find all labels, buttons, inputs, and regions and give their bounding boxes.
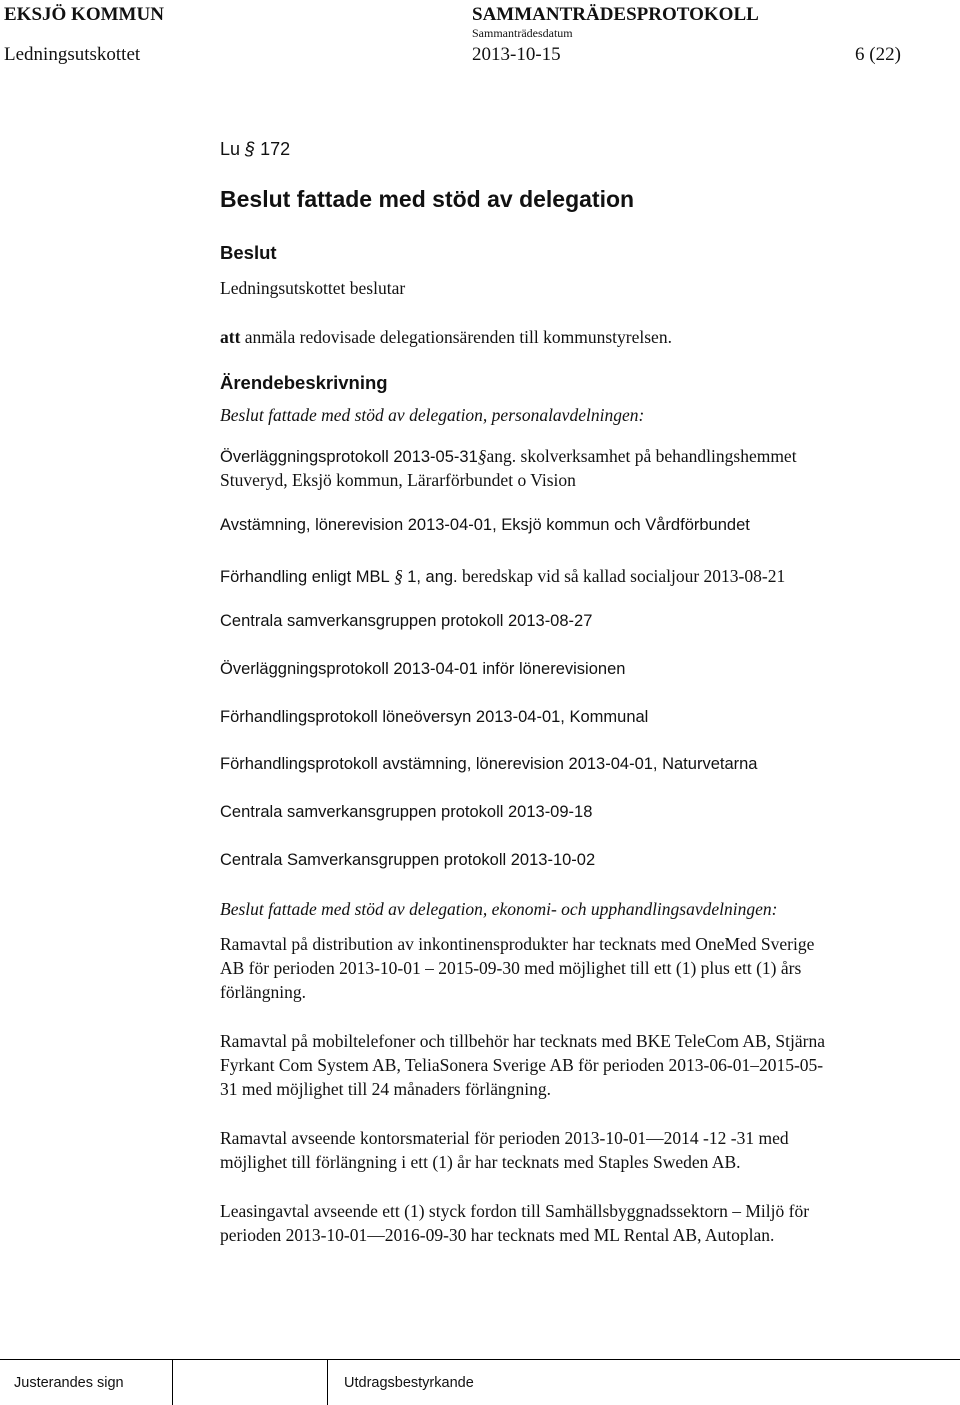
paragraph-prefix: Lu (220, 139, 241, 159)
extract-cell (328, 1360, 652, 1405)
decision-heading: Beslut (220, 242, 277, 263)
economy-item: Ramavtal på mobiltelefoner och tillbehör har tecknats med BKE TeleCom AB, Stjärna Fyrkant Com System AB, TeliaSonera Sverige AB för perioden 2013-06-01–2015-05- 31 med möjlighet till 24 månaders förlängning. (220, 1031, 825, 1099)
list-item: Centrala samverkansgruppen protokoll 2013-09-18 (220, 803, 593, 821)
att-keyword: att (220, 327, 241, 347)
att-text: anmäla redovisade delegationsärenden till kommunstyrelsen. (244, 327, 672, 347)
date-label: Sammanträdesdatum (472, 26, 573, 40)
section-symbol: § (394, 566, 403, 586)
page-number: 6 (22) (855, 44, 901, 65)
personnel-intro: Beslut fattade med stöd av delegation, personalavdelningen: (220, 405, 645, 425)
sign-box (173, 1360, 328, 1405)
economy-item: Leasingavtal avseende ett (1) styck fordon till Samhällsbyggnadssektorn – Miljö för perioden 2013-10-01—2016-09-30 har tecknats med ML Rental AB, Autoplan. (220, 1201, 810, 1245)
sign-label: Justerandes sign (14, 1375, 124, 1391)
meeting-date: 2013-10-15 (472, 44, 561, 65)
list-item: Överläggningsprotokoll 2013-04-01 inför lönerevisionen (220, 660, 626, 678)
list-item: Avstämning, lönerevision 2013-04-01, Eksjö kommun och Vårdförbundet (220, 516, 750, 534)
paragraph-number (220, 139, 290, 160)
decision-line: Ledningsutskottet beslutar (220, 278, 406, 298)
committee-name: Ledningsutskottet (4, 44, 141, 65)
list-item: Förhandlingsprotokoll avstämning, lönerevision 2013-04-01, Naturvetarna (220, 755, 758, 773)
page-title: Beslut fattade med stöd av delegation (220, 186, 635, 212)
extract-label: Utdragsbestyrkande (344, 1375, 474, 1391)
section-symbol: § (245, 139, 256, 159)
list-item: Förhandling enligt MBL § 1, ang. beredskap vid så kallad socialjour 2013-08-21 (220, 566, 786, 586)
footer (0, 1359, 960, 1405)
list-item: Centrala Samverkansgruppen protokoll 2013-10-02 (220, 851, 596, 869)
paragraph-digits: 172 (260, 139, 291, 159)
decision-att-line (220, 325, 672, 349)
list-item-continuation: Stuveryd, Eksjö kommun, Lärarförbundet o Vision (220, 470, 576, 490)
description-heading: Ärendebeskrivning (220, 372, 388, 393)
economy-intro: Beslut fattade med stöd av delegation, ekonomi- och upphandlingsavdelningen: (220, 899, 778, 919)
list-item: Centrala samverkansgruppen protokoll 2013-08-27 (220, 612, 593, 630)
list-item: Förhandlingsprotokoll löneöversyn 2013-04-01, Kommunal (220, 708, 649, 726)
economy-item: Ramavtal avseende kontorsmaterial för perioden 2013-10-01—2014 -12 -31 med möjlighet till förlängning i ett (1) år har tecknats med Staples Sweden AB. (220, 1128, 789, 1172)
sign-cell (0, 1360, 173, 1405)
municipality-name: EKSJÖ KOMMUN (4, 4, 164, 25)
section-symbol: § (477, 446, 487, 466)
list-item: Överläggningsprotokoll 2013-05-31§ang. skolverksamhet på behandlingshemmet (220, 446, 797, 466)
economy-item: Ramavtal på distribution av inkontinensprodukter har tecknats med OneMed Sverige AB för perioden 2013-10-01 – 2015-09-30 med möjlighet till ett (1) plus ett (1) års förlängning. (220, 934, 815, 1002)
document-type: SAMMANTRÄDESPROTOKOLL (472, 4, 759, 25)
